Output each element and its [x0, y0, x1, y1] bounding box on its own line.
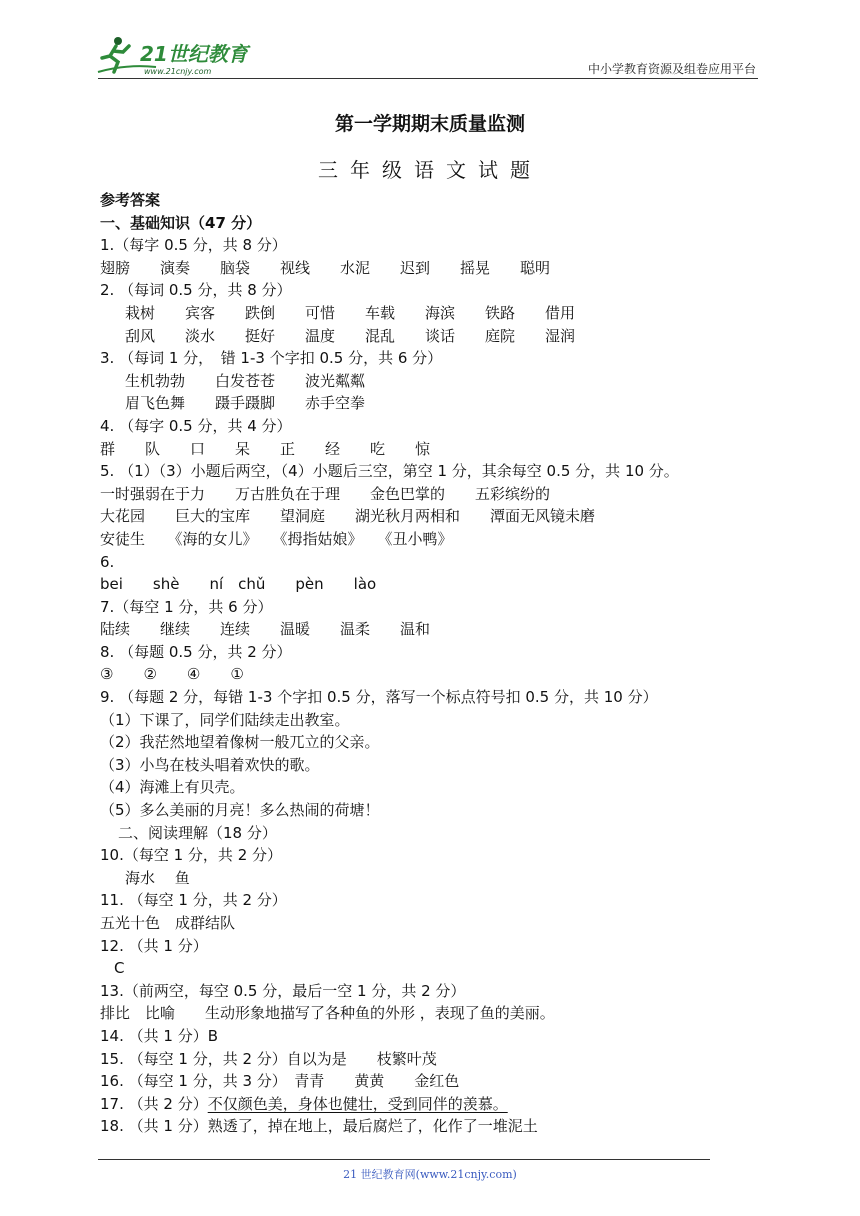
- answer-line: 安徒生 《海的女儿》 《拇指姑娘》 《丑小鸭》: [100, 529, 453, 548]
- question-line: 8. （每题 0.5 分，共 2 分）: [100, 642, 292, 661]
- answer-line: （5）多么美丽的月亮！多么热闹的荷塘！: [100, 801, 380, 820]
- page-subtitle: 三年级语文试题: [318, 158, 542, 182]
- question-line: 3. （每词 1 分， 错 1-3 个字扣 0.5 分，共 6 分）: [100, 349, 443, 368]
- runner-logo-icon: [96, 34, 258, 76]
- answer-line: 排比 比喻 生动形象地描写了各种鱼的外形 ，表现了鱼的美丽。: [100, 1004, 555, 1023]
- answer-line: 生机勃勃 白发苍苍 波光粼粼: [125, 371, 366, 390]
- question-line: 12. （共 1 分）: [100, 936, 208, 955]
- pinyin-answer-line: bei shè ní chǔ pèn lào: [100, 575, 377, 594]
- question-line: 4. （每字 0.5 分，共 4 分）: [100, 416, 292, 435]
- question-label: 17. （共 2 分）: [100, 1094, 208, 1113]
- answer-heading: 参考答案: [100, 191, 161, 209]
- answer-line: 栽树 宾客 跌倒 可惜 车载 海滨 铁路 借用: [125, 303, 576, 322]
- answer-line: （3）小鸟在枝头唱着欢快的歌。: [100, 755, 320, 774]
- answer-line: 一时强弱在于力 万古胜负在于理 金色巴掌的 五彩缤纷的: [100, 484, 551, 503]
- answer-line: 14. （共 1 分）B: [100, 1026, 218, 1045]
- answer-line-17: [100, 1093, 780, 1116]
- answer-line: 群 队 口 呆 正 经 吃 惊: [100, 439, 431, 458]
- answer-line: 陆续 继续 连续 温暖 温柔 温和: [100, 620, 431, 639]
- header-divider: [98, 78, 758, 79]
- answer-line: C: [114, 959, 125, 978]
- question-line: 7.（每空 1 分，共 6 分）: [100, 597, 273, 616]
- site-logo: [96, 34, 258, 76]
- answer-line: 16. （每空 1 分，共 3 分） 青青 黄黄 金红色: [100, 1072, 460, 1091]
- underlined-answer: 不仅颜色美，身体也健壮，受到同伴的羡慕。: [207, 1094, 508, 1113]
- logo-url: www.21cnjy.com: [144, 67, 212, 76]
- question-line: 1.（每字 0.5 分，共 8 分）: [100, 236, 287, 255]
- section-heading: 二、阅读理解（18 分）: [118, 823, 277, 842]
- logo-text: 21世纪教育: [140, 42, 248, 66]
- question-line: 10.（每空 1 分，共 2 分）: [100, 846, 283, 865]
- question-line: 5. （1）（3）小题后两空，（4）小题后三空，第空 1 分，其余每空 0.5 分，共 10 分。: [100, 462, 679, 481]
- footer-divider: [98, 1159, 710, 1160]
- answer-line: 五光十色 成群结队: [100, 914, 236, 932]
- answer-line: ③ ② ④ ①: [100, 665, 244, 684]
- footer-text: 21 世纪教育网(www.21cnjy.com): [343, 1168, 517, 1181]
- answer-line: （4）海滩上有贝壳。: [100, 778, 245, 797]
- answer-line: 眉飞色舞 蹑手蹑脚 赤手空拳: [125, 394, 366, 413]
- answer-line: （2）我茫然地望着像树一般兀立的父亲。: [100, 733, 380, 752]
- page-title: 第一学期期末质量监测: [334, 113, 525, 135]
- answer-line: 刮风 淡水 挺好 温度 混乱 谈话 庭院 湿润: [125, 326, 576, 345]
- answer-line: （1）下课了，同学们陆续走出教室。: [100, 710, 350, 729]
- answer-line: 翅膀 演奏 脑袋 视线 水泥 迟到 摇晃 聪明: [100, 258, 551, 277]
- answer-line: 18. （共 1 分）熟透了，掉在地上，最后腐烂了，化作了一堆泥土: [100, 1117, 538, 1136]
- question-line: 11. （每空 1 分，共 2 分）: [100, 891, 287, 910]
- question-line: 13.（前两空，每空 0.5 分，最后一空 1 分，共 2 分）: [100, 981, 466, 1000]
- platform-name: 中小学教育资源及组卷应用平台: [587, 62, 756, 76]
- question-line: 6.: [100, 552, 115, 571]
- answer-line: 海水 鱼: [125, 868, 190, 887]
- answer-line: 15. （每空 1 分，共 2 分）自以为是 枝繁叶茂: [100, 1049, 437, 1068]
- answer-content: [100, 189, 780, 1138]
- answer-line: 大花园 巨大的宝库 望洞庭 湖光秋月两相和 潭面无风镜未磨: [100, 507, 596, 526]
- question-line: 9. （每题 2 分，每错 1-3 个字扣 0.5 分，落写一个标点符号扣 0.5 分，共 10 分）: [100, 688, 658, 707]
- question-line: 2. （每词 0.5 分，共 8 分）: [100, 281, 292, 300]
- section-heading: 一、基础知识（47 分）: [100, 213, 262, 232]
